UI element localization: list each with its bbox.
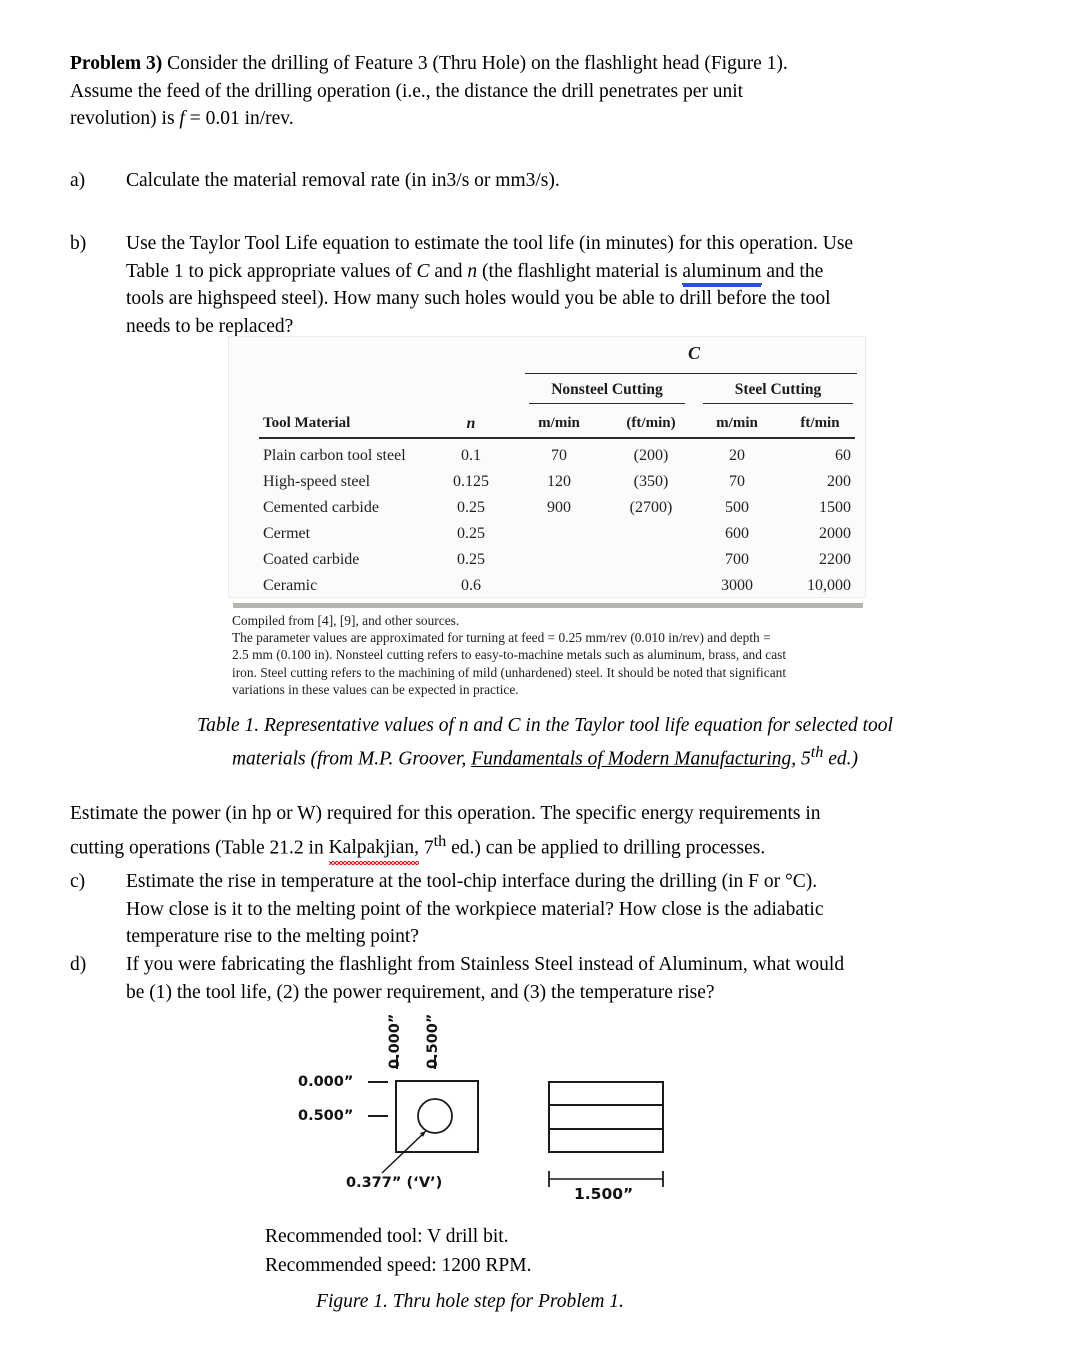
list-b-line1: Use the Taylor Tool Life equation to estimate the tool life (in minutes) for this operation. Use (126, 233, 854, 254)
variable-f: f (179, 108, 185, 129)
figure-caption: Figure 1. Thru hole step for Problem 1. (316, 1291, 624, 1312)
cell-material: Coated carbide (263, 551, 360, 568)
list-marker-a: a) (70, 170, 86, 191)
cell-steel-mmin: 3000 (721, 577, 753, 594)
power-line1: Estimate the power (in hp or W) required for this operation. The specific energy requirements in (70, 803, 821, 824)
cell-nonsteel-mmin: 120 (547, 473, 571, 490)
cell-material: High-speed steel (263, 473, 371, 490)
variable-C: C (416, 260, 430, 282)
power-line2-c: ed.) can be applied to drilling processes. (446, 837, 766, 858)
list-b-line2-c: (the flashlight material is (477, 260, 683, 282)
cell-n: 0.1 (461, 447, 481, 464)
list-b-line3: tools are highspeed steel). How many such holes would you be able to drill before the tool (126, 288, 831, 309)
thru-hole-circle (418, 1099, 452, 1133)
cell-steel-ftmin: 10,000 (807, 577, 851, 594)
list-text-d (126, 951, 1030, 1006)
list-item-b (70, 230, 1030, 340)
footnote-line2: The parameter values are approximated for turning at feed = 0.25 mm/rev (0.010 in/rev) and depth = (232, 630, 771, 646)
table-col-steel-mmin: m/min (716, 415, 758, 431)
table-rule-c-span (525, 373, 857, 374)
hole-callout-label: 0.377” (‘V’) (346, 1175, 443, 1191)
table-col-steel-ftmin: ft/min (800, 415, 840, 431)
table-caption (92, 712, 998, 773)
caption-line1: Table 1. Representative values of n and C in the Taylor tool life equation for selected tool (197, 715, 893, 736)
table-row (229, 525, 867, 549)
power-paragraph (70, 800, 1030, 862)
cell-nonsteel-mmin: 70 (551, 447, 567, 464)
cell-material: Ceramic (263, 577, 318, 594)
table-group-steel: Steel Cutting (734, 381, 822, 398)
table-rule-nonsteel (529, 403, 685, 404)
cell-steel-ftmin: 1500 (819, 499, 851, 516)
cell-material: Cemented carbide (263, 499, 379, 516)
caption-ordinal-sup: th (810, 743, 824, 761)
taylor-tool-life-table (228, 336, 866, 598)
caption-line2-a: materials (from M.P. Groover, (231, 748, 472, 770)
list-item-d (70, 951, 1030, 1006)
recommended-speed-text: Recommended speed: 1200 RPM. (265, 1255, 532, 1276)
list-item-a (70, 167, 1030, 195)
dim-label-left-bottom: 0.500” (298, 1108, 354, 1124)
list-b-line2-b: and (429, 260, 468, 282)
list-marker-c: c) (70, 871, 86, 892)
table-row (229, 551, 867, 575)
cell-n: 0.25 (457, 525, 485, 542)
table-footnote (232, 612, 882, 698)
list-c-line2: How close is it to the melting point of the workpiece material? How close is the adiabatic (126, 898, 824, 920)
problem-label: Problem 3) (70, 53, 163, 74)
list-text-c (126, 868, 1030, 951)
table-row (229, 447, 867, 471)
cell-steel-ftmin: 200 (827, 473, 851, 490)
cell-nonsteel-ftmin: (350) (633, 473, 669, 490)
side-view-outline (549, 1082, 663, 1152)
cell-n: 0.25 (457, 551, 485, 568)
cell-nonsteel-mmin: 900 (547, 499, 571, 516)
list-b-line2-a: Table 1 to pick appropriate values of (126, 260, 417, 282)
width-dimension-label: 1.500” (574, 1185, 634, 1203)
cell-steel-mmin: 20 (729, 447, 745, 464)
cell-steel-mmin: 70 (729, 473, 745, 490)
cell-nonsteel-ftmin: (2700) (629, 499, 673, 516)
cell-steel-ftmin: 2000 (819, 525, 851, 542)
misspelled-term-kalpakjian: Kalpakjian, (329, 834, 419, 862)
drawing-svg (290, 1005, 720, 1230)
table-col-n: n (466, 415, 476, 432)
cell-n: 0.25 (457, 499, 485, 516)
list-text-b (126, 230, 1030, 340)
dim-label-left-top: 0.000” (298, 1074, 354, 1090)
list-marker-b: b) (70, 233, 87, 254)
footnote-line5: variations in these values can be expected in practice. (232, 681, 519, 697)
footnote-line1: Compiled from [4], [9], and other sources. (232, 613, 460, 628)
power-line2-a: cutting operations (Table 21.2 in (70, 837, 329, 858)
cell-n: 0.125 (453, 473, 489, 490)
table-row (229, 473, 867, 497)
list-marker-d: d) (70, 954, 87, 975)
problem-intro-line3-post: = 0.01 in/rev. (184, 108, 294, 129)
table-group-nonsteel: Nonsteel Cutting (551, 381, 663, 398)
dim-label-top-left: 0.000” (387, 1013, 403, 1069)
caption-book-title: Fundamentals of Modern Manufacturing (471, 748, 792, 770)
table-rule-bottom (233, 603, 863, 608)
caption-line2-b: , 5 (791, 748, 811, 770)
list-item-c (70, 868, 1030, 951)
table-row (229, 577, 867, 601)
cell-steel-mmin: 600 (725, 525, 749, 542)
list-b-line4: needs to be replaced? (126, 315, 294, 337)
cell-material: Plain carbon tool steel (263, 447, 406, 464)
footnote-line4: iron. Steel cutting refers to the machining of mild (unhardened) steel. It should be noted that significant (232, 664, 787, 680)
problem-intro-line3-pre: revolution) is (70, 108, 180, 129)
cell-steel-mmin: 500 (725, 499, 749, 516)
table-col-nonsteel-mmin: m/min (538, 415, 580, 431)
list-text-a: Calculate the material removal rate (in in3/s or mm3/s). (126, 170, 560, 191)
cell-steel-ftmin: 60 (835, 447, 851, 464)
engineering-drawing (290, 1005, 720, 1230)
problem-intro-line1: Consider the drilling of Feature 3 (Thru Hole) on the flashlight head (Figure 1). (162, 53, 788, 74)
cell-material: Cermet (263, 525, 311, 542)
cell-nonsteel-ftmin: (200) (633, 447, 669, 464)
recommendation-block (265, 1222, 865, 1280)
table-col-nonsteel-ftmin: (ft/min) (626, 415, 676, 431)
highlighted-term-aluminum: aluminum (682, 261, 761, 285)
cell-steel-mmin: 700 (725, 551, 749, 568)
table-row (229, 499, 867, 523)
recommended-tool-text: Recommended tool: V drill bit. (265, 1226, 509, 1247)
list-b-line2-d: and the (761, 260, 824, 282)
dim-label-top-right: 0.500” (425, 1013, 441, 1069)
variable-n: n (467, 260, 478, 282)
table-rule-header-bottom (259, 437, 855, 439)
power-line2-b: 7 (419, 837, 434, 858)
list-d-line1: If you were fabricating the flashlight from Stainless Steel instead of Aluminum, what would (126, 954, 845, 975)
cell-steel-ftmin: 2200 (819, 551, 851, 568)
problem-intro-line2: Assume the feed of the drilling operation (i.e., the distance the drill penetrates per unit (70, 80, 744, 102)
table-group-header-C: C (687, 343, 700, 363)
table-rule-steel (703, 403, 853, 404)
table-col-material: Tool Material (263, 415, 351, 431)
power-ordinal-sup: th (433, 831, 447, 850)
list-c-line3: temperature rise to the melting point? (126, 926, 419, 947)
list-d-line2: be (1) the tool life, (2) the power requirement, and (3) the temperature rise? (126, 981, 715, 1003)
caption-line2-c: ed.) (823, 748, 859, 770)
problem-statement (70, 50, 1030, 133)
footnote-line3: 2.5 mm (0.100 in). Nonsteel cutting refers to easy-to-machine metals such as aluminum, brass, and cast (232, 647, 787, 663)
list-c-line1: Estimate the rise in temperature at the tool-chip interface during the drilling (in F or °C). (126, 871, 818, 892)
cell-n: 0.6 (461, 577, 481, 594)
